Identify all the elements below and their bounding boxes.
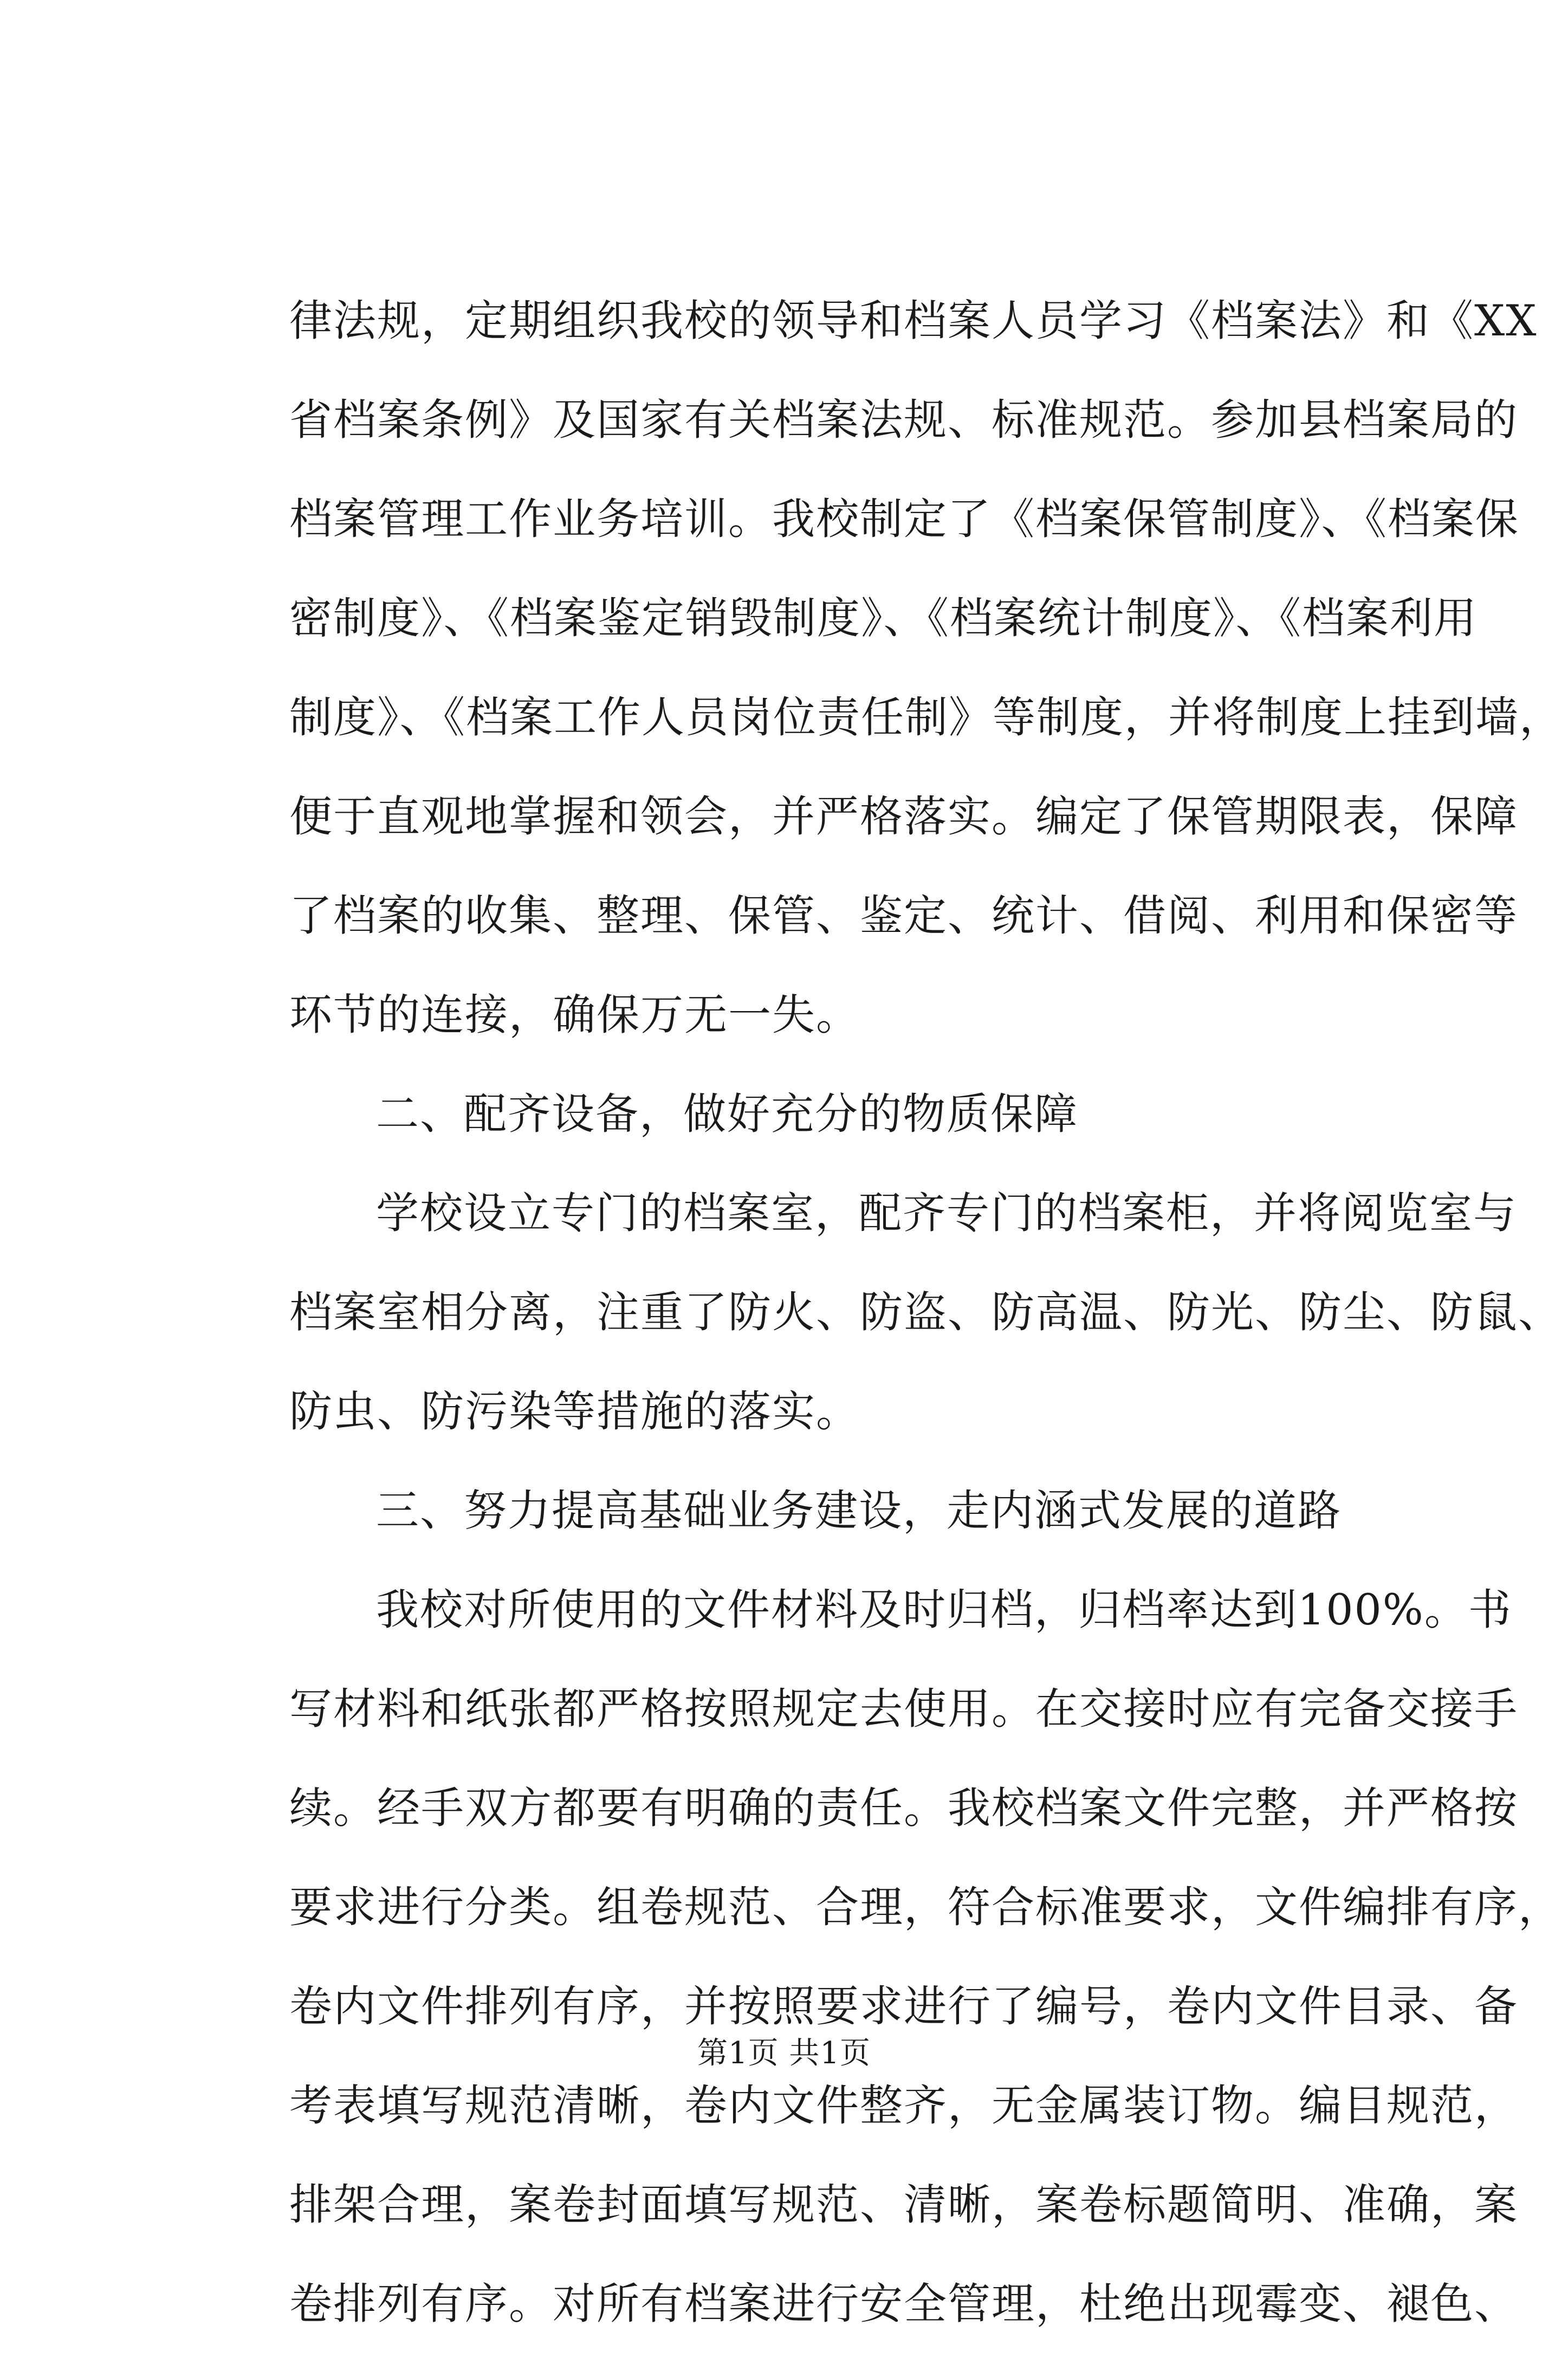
- body-line: 档案室相分离，注重了防火、防盗、防高温、防光、防尘、防鼠、: [289, 1287, 1562, 1337]
- body-line: 省档案条例》及国家有关档案法规、标准规范。参加县档案局的: [289, 395, 1518, 445]
- body-line: 环节的连接，确保万无一失。: [289, 990, 860, 1040]
- body-line: 卷内文件排列有序，并按照要求进行了编号，卷内文件目录、备: [289, 1981, 1518, 2031]
- body-line: 密制度》、《档案鉴定销毁制度》、《档案统计制度》、《档案利用: [289, 593, 1478, 643]
- body-line: 制度》、《档案工作人员岗位责任制》等制度，并将制度上挂到墙，: [289, 692, 1563, 742]
- section-heading: 二、配齐设备，做好充分的物质保障: [376, 1089, 1078, 1139]
- body-line: 要求进行分类。组卷规范、合理，符合标准要求，文件编排有序，: [289, 1882, 1562, 1932]
- body-line: 律法规，定期组织我校的领导和档案人员学习《档案法》和《XX: [289, 296, 1538, 346]
- body-line: 学校设立专门的档案室，配齐专门的档案柜，并将阅览室与: [376, 1188, 1517, 1238]
- body-line: 便于直观地掌握和领会，并严格落实。编定了保管期限表，保障: [289, 792, 1518, 841]
- body-line: 档案管理工作业务培训。我校制定了《档案保管制度》、《档案保: [289, 494, 1519, 544]
- section-heading: 三、努力提高基础业务建设，走内涵式发展的道路: [376, 1486, 1342, 1536]
- body-line: 考表填写规范清晰，卷内文件整齐，无金属装订物。编目规范，: [289, 2081, 1518, 2130]
- body-line: 写材料和纸张都严格按照规定去使用。在交接时应有完备交接手: [289, 1684, 1518, 1734]
- body-line: 防虫、防污染等措施的落实。: [289, 1387, 860, 1436]
- body-line: 续。经手双方都要有明确的责任。我校档案文件完整，并严格按: [289, 1783, 1518, 1833]
- body-line: 排架合理，案卷封面填写规范、清晰，案卷标题简明、准确，案: [289, 2180, 1518, 2230]
- page-footer: 第1页 共1页: [697, 2036, 871, 2071]
- body-line: 卷排列有序。对所有档案进行安全管理，杜绝出现霉变、褪色、: [289, 2279, 1518, 2329]
- body-line: 我校对所使用的文件材料及时归档，归档率达到100%。书: [376, 1585, 1512, 1635]
- body-line: 了档案的收集、整理、保管、鉴定、统计、借阅、利用和保密等: [289, 891, 1518, 941]
